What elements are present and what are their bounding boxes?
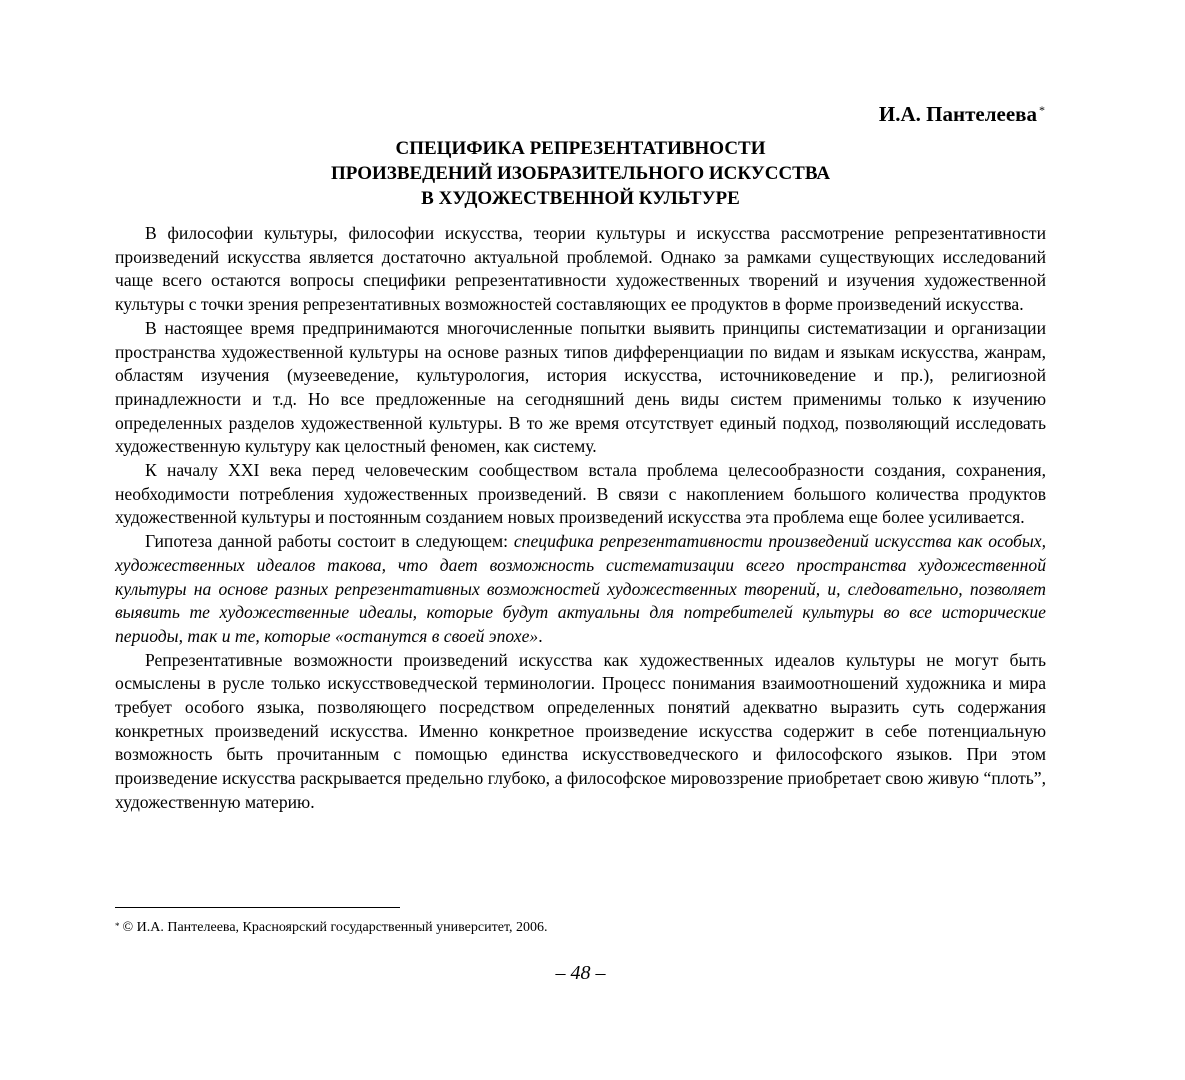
title-line-1: СПЕЦИФИКА РЕПРЕЗЕНТАТИВНОСТИ xyxy=(395,138,766,159)
footnote-marker: * xyxy=(1039,103,1045,117)
footnote xyxy=(115,918,548,938)
paragraph-4-hypothesis xyxy=(115,530,1046,649)
paragraph-3: К началу XXI века перед человеческим сообществом встала проблема целесообразности создания, сохранения, необходимости потребления художественных произведений. В связи с накоплением большого количества продуктов художественной культуры и постоянным созданием новых произведений искусства эта проблема еще более усиливается. xyxy=(115,460,1046,528)
author-name xyxy=(879,100,1045,128)
article-title xyxy=(115,136,1046,211)
paragraph-5: Репрезентативные возможности произведений искусства как художественных идеалов культуры не могут быть осмыслены в русле только искусствоведческой терминологии. Процесс понимания взаимоотношений художника и мира требует особого языка, позволяющего посредством определенных понятий адекватно выразить суть содержания конкретных произведений искусства. Именно конкретное произведение искусства содержит в себе потенциальную возможность быть прочитанным с помощью единства искусствоведческого и философского языков. При этом произведение искусства раскрывается предельно глубоко, а философское мировоззрение приобретает свою живую “плоть”, художественную материю. xyxy=(115,649,1046,812)
hypothesis-tail: . xyxy=(538,625,543,646)
footnote-divider xyxy=(115,907,400,908)
title-line-2: ПРОИЗВЕДЕНИЙ ИЗОБРАЗИТЕЛЬНОГО ИСКУССТВА xyxy=(330,163,831,184)
article-body xyxy=(115,222,1046,815)
paragraph-2: В настоящее время предпринимаются многочисленные попытки выявить принципы систематизации и организации пространства художественной культуры на основе разных типов дифференциации по видам и языкам искусства, жанрам, областям изучения (музееведение, культурология, история искусства, источниковедение и пр.), религиозной принадлежности и т.д. Но все предложенные на сегодняшний день виды систем применимы только к изучению определенных разделов художественной культуры. В то же время отсутствует единый подход, позволяющий исследовать художественную культуру как целостный феномен, как систему. xyxy=(115,317,1046,457)
author-name-text: И.А. Пантелеева xyxy=(878,102,1037,126)
hypothesis-emphasis: специфика репрезентативности произведений искусства как особых, художественных идеалов такова, что дает возможность систематизации всего пространства художественной культуры на основе разных репрезентативных возможностей художественных творений, и, следовательно, позволяет выявить те художественные идеалы, которые будут актуальны для потребителей культуры во все исторические периоды, так и те, которые «останутся в своей эпохе» xyxy=(115,531,1046,646)
paragraph-1: В философии культуры, философии искусства, теории культуры и искусства рассмотрение репрезентативности произведений искусства является достаточно актуальной проблемой. Однако за рамками существующих исследований чаще всего остаются вопросы специфики репрезентативности художественных творений и изучения художественной культуры с точки зрения репрезентативных возможностей составляющих ее продуктов в форме произведений искусства. xyxy=(115,223,1046,315)
footnote-text: © И.А. Пантелеева, Красноярский государственный университет, 2006. xyxy=(122,920,548,935)
title-line-3: В ХУДОЖЕСТВЕННОЙ КУЛЬТУРЕ xyxy=(421,188,740,209)
hypothesis-lead: Гипотеза данной работы состоит в следующем: xyxy=(145,531,514,552)
page-number: – 48 – xyxy=(555,962,606,984)
footnote-mark: * xyxy=(115,921,120,931)
